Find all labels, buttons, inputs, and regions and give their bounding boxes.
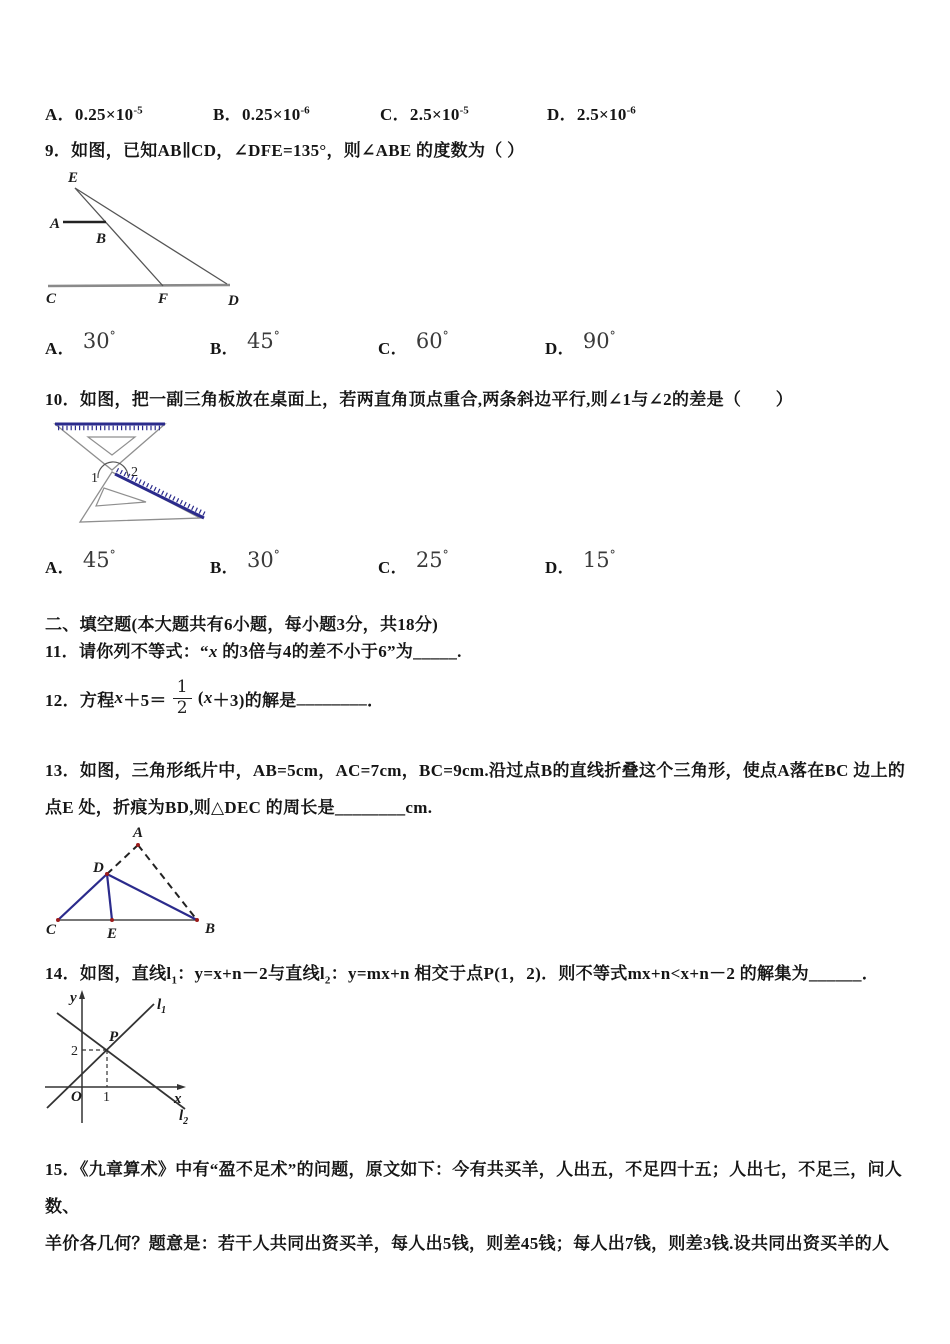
q8-option-b (213, 100, 310, 125)
answer-blank: ______ (808, 964, 862, 983)
line-EF (75, 188, 163, 286)
q11-text: 11．请你列不等式：“ (45, 642, 209, 661)
fraction-denominator: 2 (176, 697, 188, 718)
q12-math: ( (197, 688, 204, 707)
label-A: A (133, 825, 144, 841)
q12-stem (45, 672, 384, 724)
q8-option-a (45, 100, 143, 125)
degree-symbol: ° (109, 329, 116, 343)
label-l1: $l_1$ (157, 997, 167, 1016)
q13-stem (45, 752, 907, 826)
point-D (105, 872, 109, 876)
q9-option-a (45, 329, 116, 359)
point-C (56, 918, 60, 922)
option-value: 90° (582, 329, 616, 353)
option-letter: D． (547, 105, 577, 124)
label-y: y (70, 990, 77, 1006)
q8-option-d (547, 100, 636, 125)
label-2: 2 (71, 1044, 78, 1059)
q12-text: 的解是 (244, 690, 297, 710)
q14-figure (33, 988, 198, 1133)
q14-text: ：y=x+n－2与直线l (177, 964, 325, 983)
q13-line2: 点E 处，折痕为BD,则△DEC 的周长是 (45, 798, 335, 817)
x-axis-arrow (177, 1084, 186, 1090)
label-D: D (228, 293, 239, 309)
q12-math: ＋3) (212, 690, 245, 710)
q15-line1: 15．《九章算术》中有“盈不足术”的问题，原文如下：今有共买羊，人出五，不足四十五；人出七，不足三，问人数、 (45, 1160, 903, 1216)
q12-math: ＋5＝ (123, 690, 167, 710)
label-P: P (109, 1029, 119, 1045)
option-value: 2.5×10 (409, 105, 460, 124)
option-value: 2.5×10 (576, 105, 627, 124)
q11-stem (45, 637, 462, 662)
bottom-triangle-outline (80, 472, 200, 522)
line-CD (48, 285, 230, 286)
q9-option-b (210, 329, 280, 359)
answer-blank: ________ (296, 688, 367, 707)
q11-period: . (457, 642, 462, 661)
option-letter: A． (45, 105, 75, 124)
q12-period: ． (367, 690, 385, 710)
q13-figure (33, 822, 263, 947)
q10-option-a (45, 548, 116, 578)
q9-figure (42, 160, 262, 310)
label-E: E (107, 926, 118, 942)
q10-option-c (378, 548, 449, 578)
q14-period: ． (861, 964, 880, 983)
option-letter: C． (378, 558, 408, 577)
label-D: D (93, 860, 104, 876)
option-letter: B． (210, 339, 239, 358)
option-value: 30° (82, 329, 116, 353)
label-C: C (46, 922, 57, 938)
q15-line2: 羊价各几何？题意是：若干人共同出资买羊，每人出5钱，则差45钱；每人出7钱，则差3钱.设共同出资买羊的人 (45, 1234, 890, 1253)
var-x: x (114, 688, 124, 707)
option-value: 60° (415, 329, 449, 353)
point-B (195, 918, 199, 922)
line-CD (58, 874, 107, 920)
q10-figure (48, 410, 218, 540)
answer-blank: _____ (413, 642, 458, 661)
subscript-2: 2 (324, 974, 331, 987)
q9-option-d (545, 329, 616, 359)
option-letter: B． (213, 105, 242, 124)
q9-stem: 9．如图，已知AB∥CD，∠DFE=135°，则∠ABE 的度数为（ ） (45, 141, 525, 160)
option-letter: C． (378, 339, 408, 358)
exponent: -5 (459, 104, 469, 117)
y-axis-arrow (79, 990, 85, 999)
label-B: B (96, 231, 107, 247)
fraction-one-half (173, 676, 192, 718)
point-A (136, 843, 140, 847)
q12-text: 12．方程 (45, 690, 115, 710)
q10-stem: 10．如图，把一副三角板放在桌面上，若两直角顶点重合,两条斜边平行,则∠1与∠2的差是（ ） (45, 390, 794, 409)
q15-stem (45, 1151, 907, 1262)
line-DE (107, 874, 112, 920)
option-letter: A． (45, 339, 75, 358)
option-letter: B． (210, 558, 239, 577)
q14-text: ：y=mx+n 相交于点P(1，2)．则不等式mx+n<x+n－2 的解集为 (330, 964, 809, 983)
option-letter: A． (45, 558, 75, 577)
top-triangle-outline (55, 424, 165, 470)
label-E: E (68, 170, 79, 186)
label-angle-2: 2 (131, 465, 138, 480)
label-angle-1: 1 (91, 471, 98, 486)
q8-option-c (380, 100, 469, 125)
var-x: x (208, 642, 218, 661)
option-value: 45° (82, 548, 116, 572)
q9-option-c (378, 329, 449, 359)
section2-header: 二、填空题(本大题共有6小题，每小题3分，共18分) (45, 615, 439, 634)
q13-unit: cm. (405, 798, 433, 817)
top-inner-hole (88, 437, 135, 455)
label-A: A (50, 216, 61, 232)
line-l1 (47, 1004, 154, 1108)
option-value: 0.25×10 (74, 105, 134, 124)
option-letter: D． (545, 558, 575, 577)
subscript-1: 1 (171, 974, 178, 987)
q13-line1: 13．如图，三角形纸片中，AB=5cm，AC=7cm，BC=9cm.沿过点B的直线折叠这个三角形，使点A落在BC 边上的 (45, 761, 906, 780)
label-C: C (46, 291, 57, 307)
option-value: 0.25×10 (241, 105, 301, 124)
label-1: 1 (103, 1090, 110, 1105)
exponent: -6 (300, 104, 310, 117)
option-value: 45° (246, 329, 280, 353)
point-E (110, 918, 114, 922)
label-B: B (205, 921, 216, 937)
exponent: -6 (626, 104, 636, 117)
var-x: x (203, 688, 213, 707)
q14-text: 14．如图，直线l (45, 964, 172, 983)
answer-blank: ________ (334, 798, 406, 817)
label-F: F (158, 291, 169, 307)
degree-symbol: ° (273, 329, 280, 343)
option-letter: D． (545, 339, 575, 358)
q10-option-d (545, 548, 616, 578)
exponent: -5 (133, 104, 143, 117)
option-value: 30° (246, 548, 280, 572)
option-letter: C． (380, 105, 410, 124)
q11-text: 的3倍与4的差不小于6”为 (217, 642, 414, 661)
q14-stem (45, 959, 879, 986)
dashed-DA (107, 845, 138, 874)
label-l2: $l_2$ (179, 1108, 189, 1127)
bottom-inner-hole (96, 488, 146, 506)
q10-option-b (210, 548, 280, 578)
option-value: 15° (582, 548, 616, 572)
label-x: x (174, 1091, 182, 1107)
degree-symbol: ° (442, 548, 449, 562)
dashed-AB (138, 845, 197, 920)
label-O: O (71, 1089, 82, 1105)
option-value: 25° (415, 548, 449, 572)
degree-symbol: ° (273, 548, 280, 562)
degree-symbol: ° (109, 548, 116, 562)
degree-symbol: ° (442, 329, 449, 343)
degree-symbol: ° (609, 548, 616, 562)
fraction-numerator: 1 (173, 679, 192, 699)
line-DB (107, 874, 197, 920)
degree-symbol: ° (609, 329, 616, 343)
